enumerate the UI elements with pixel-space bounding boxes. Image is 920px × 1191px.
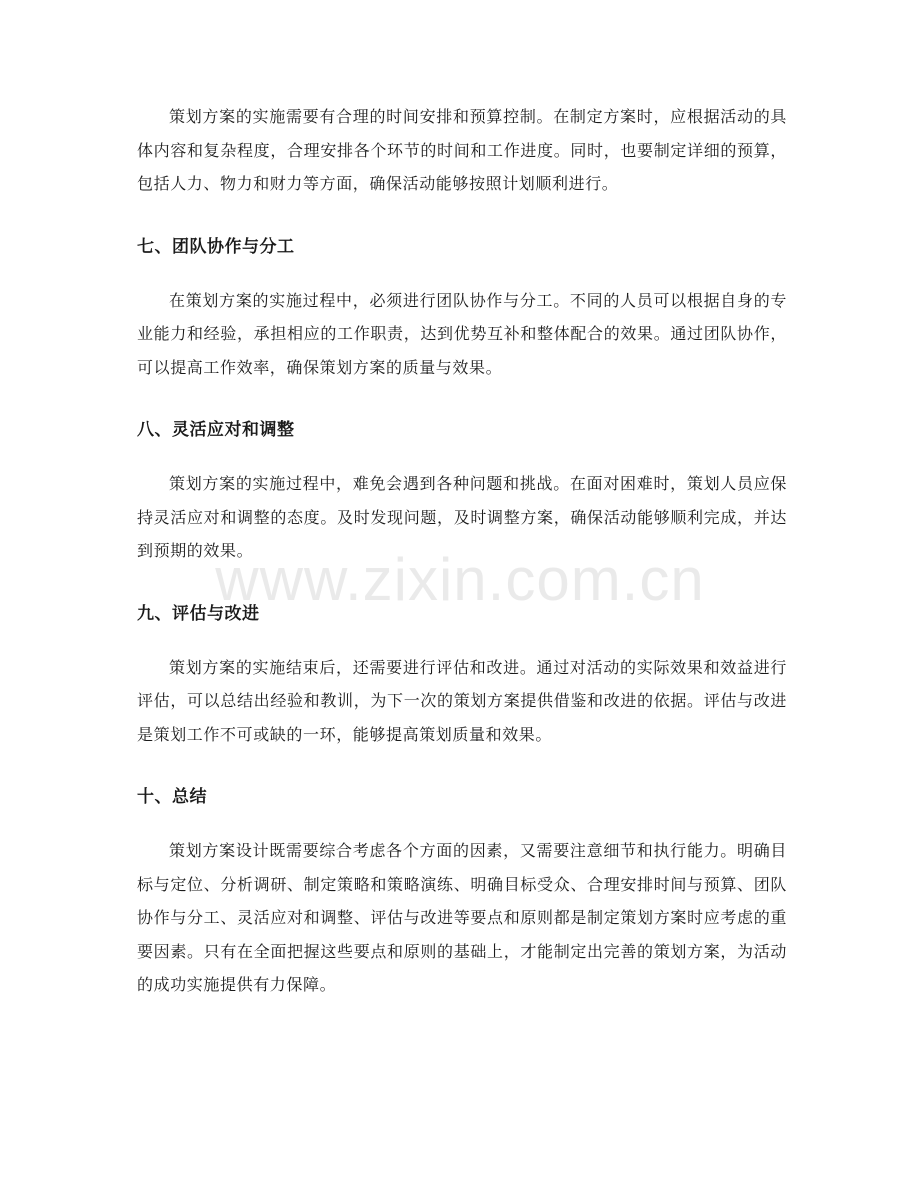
paragraph-time-budget: 策划方案的实施需要有合理的时间安排和预算控制。在制定方案时，应根据活动的具体内容和复杂程度，合理安排各个环节的时间和工作进度。同时，也要制定详细的预算，包括人力、物力和财力等方面，确保活动能够按照计划顺利进行。: [137, 107, 787, 193]
paragraph-summary: 策划方案设计既需要综合考虑各个方面的因素，又需要注意细节和执行能力。明确目标与定位、分析调研、制定策略和策略演练、明确目标受众、合理安排时间与预算、团队协作与分工、灵活应对和调整、评估与改进等要点和原则都是制定策划方案时应考虑的重要因素。只有在全面把握这些要点和原则的基础上，才能制定出完善的策划方案，为活动的成功实施提供有力保障。: [137, 841, 787, 994]
heading-team-collaboration: 七、团队协作与分工: [137, 236, 295, 257]
paragraph-team-collaboration: 在策划方案的实施过程中，必须进行团队协作与分工。不同的人员可以根据自身的专业能力和经验，承担相应的工作职责，达到优势互补和整体配合的效果。通过团队协作，可以提高工作效率，确保策划方案的质量与效果。: [137, 290, 787, 377]
watermark: www.zixin.com.cn: [215, 546, 705, 613]
paragraph-flexible-adjustment: 策划方案的实施过程中，难免会遇到各种问题和挑战。在面对困难时，策划人员应保持灵活应对和调整的态度。及时发现问题，及时调整方案，确保活动能够顺利完成，并达到预期的效果。: [137, 474, 787, 560]
document-body: [137, 100, 787, 1033]
paragraph-evaluation-improvement: 策划方案的实施结束后，还需要进行评估和改进。通过对活动的实际效果和效益进行评估，可以总结出经验和教训，为下一次的策划方案提供借鉴和改进的依据。评估与改进是策划工作不可或缺的一环，能够提高策划质量和效果。: [137, 657, 787, 744]
heading-flexible-adjustment: 八、灵活应对和调整: [137, 420, 295, 440]
heading-evaluation-improvement: 九、评估与改进: [137, 603, 260, 624]
heading-summary: 十、总结: [137, 787, 207, 807]
